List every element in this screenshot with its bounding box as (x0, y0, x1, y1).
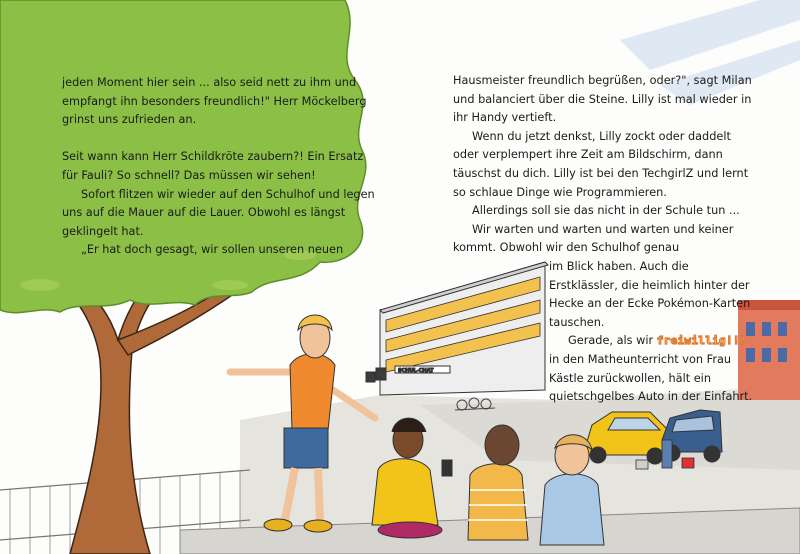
paragraph: Wenn du jetzt denkst, Lilly zockt oder daddelt oder verplempert ihre Zeit am Bildschirm, dann täuschst du dich. Lilly ist bei den TechgirlZ und lernt so schlaue Dinge wie Programmieren. (453, 129, 749, 199)
paragraph: Seit wann kann Herr Schildkröte zaubern?! Ein Ersatz für Fauli? So schnell? Das müssen wir sehen! (62, 150, 364, 182)
paragraph: jeden Moment hier sein ... also seid nett zu ihm und empfangt ihn besonders freundlich!" Herr Möckelberg grinst uns zufrieden an. (62, 76, 367, 127)
caretaker-figure (662, 440, 672, 468)
paragraph: Sofort flitzen wir wieder auf den Schulhof und legen uns auf die Mauer auf die Lauer. Obwohl es längst geklingelt hat. (62, 187, 375, 238)
paragraph: Hausmeister freundlich begrüßen, oder?", sagt Milan und balanciert über die Steine. Lilly ist mal wieder in ihr Handy vertieft. (453, 74, 752, 125)
school-sign: SCHUL-CHAT (398, 368, 434, 374)
paragraph: Allerdings soll sie das nicht in der Schule tun ... (472, 204, 740, 218)
paragraph-wrapped: Wir warten und warten und warten und keiner kommt. Obwohl wir den Schulhof genau im Blick haben. Auch die Erstklässler, die heimlich hinter der Hecke an der Ecke Pokémon-Karten tauschen. (453, 222, 751, 329)
left-text-column (62, 74, 382, 260)
paragraph: „Er hat doch gesagt, wir sollen unseren neuen (81, 243, 344, 257)
right-text-column (453, 72, 753, 407)
shout-word: freiwillig!!! (656, 334, 747, 348)
final-text-before: Gerade, als wir (568, 334, 654, 348)
paragraph-final (453, 332, 753, 406)
final-text-after: in den Matheunterricht von Frau Kästle zurückwollen, hält ein quietschgelbes Auto in der Einfahrt. (549, 352, 753, 404)
